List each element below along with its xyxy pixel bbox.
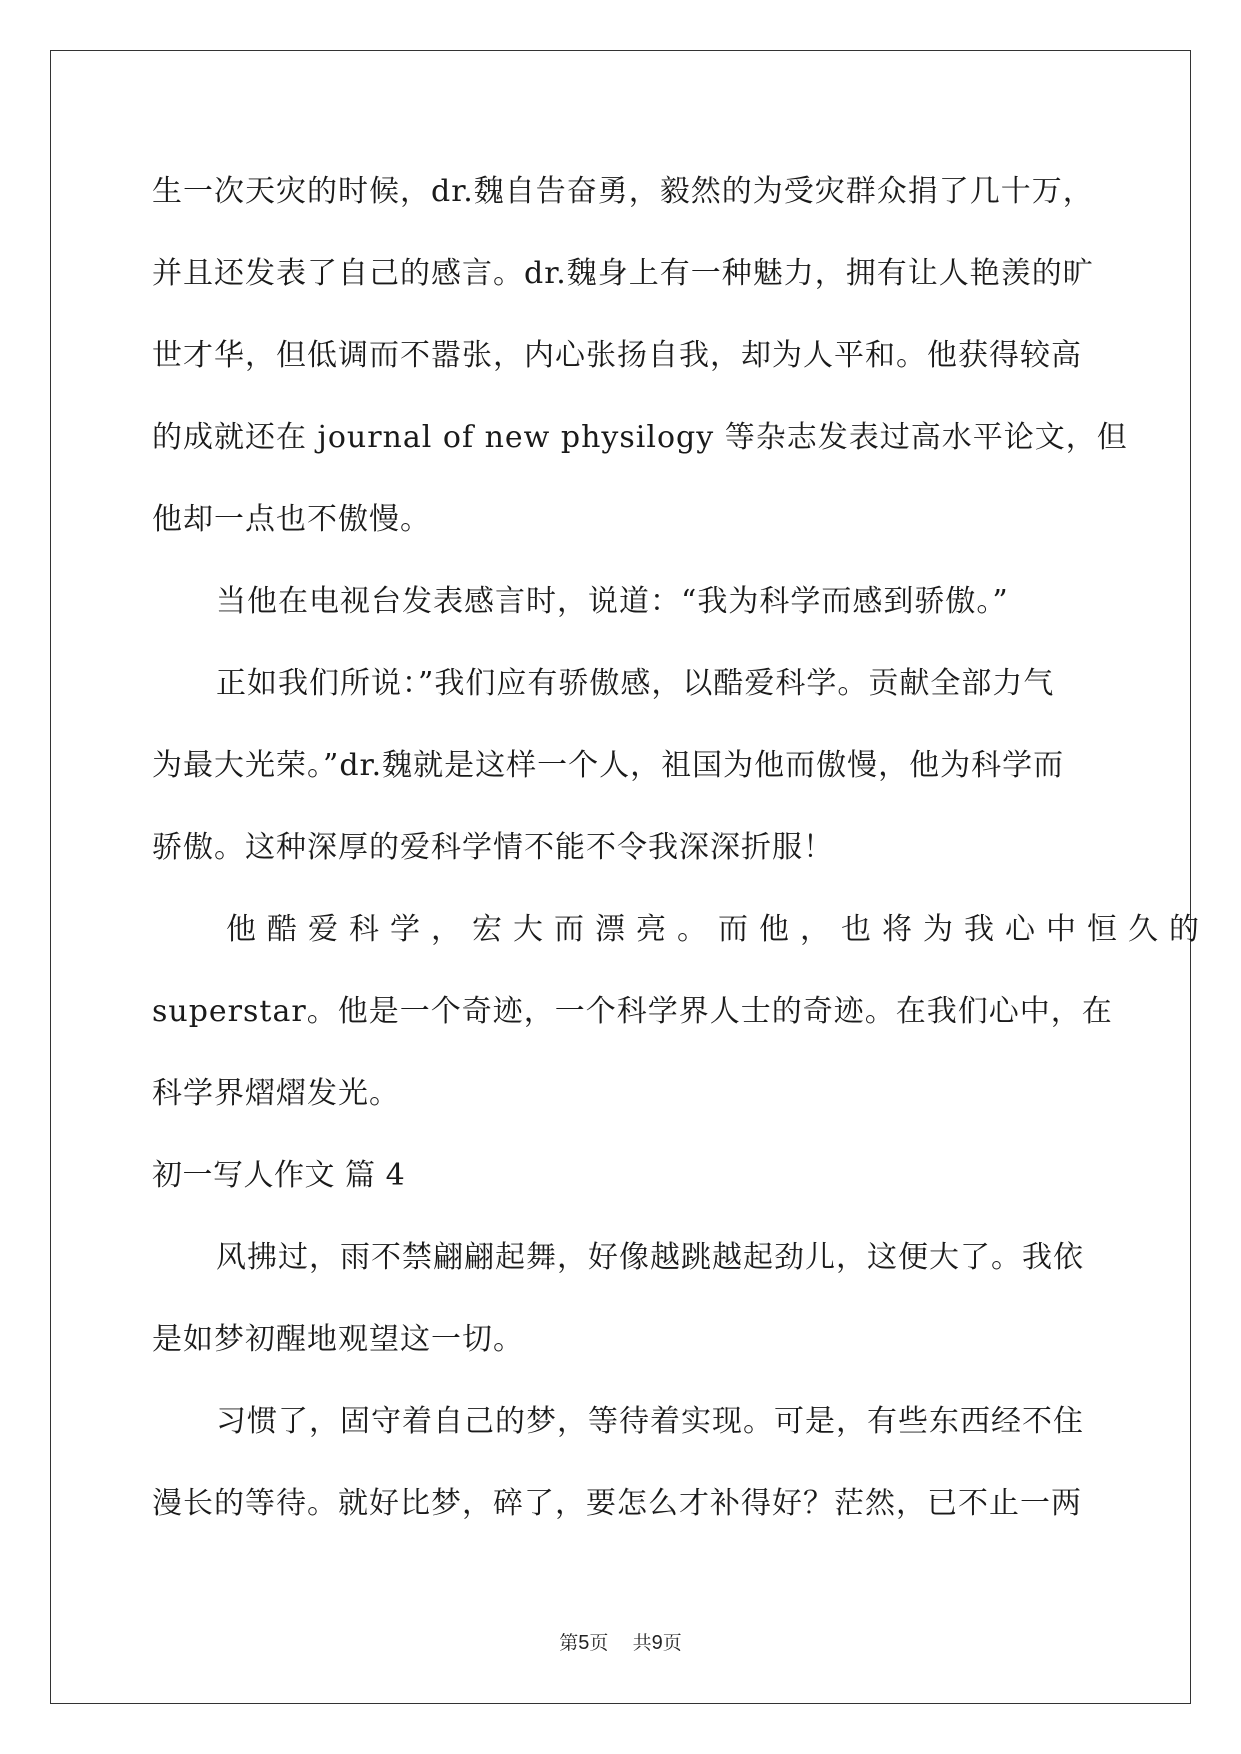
paragraph-start-line: 当他在电视台发表感言时，说道：“我为科学而感到骄傲。” — [216, 584, 1009, 619]
text-line: 是如梦初醒地观望这一切。 — [152, 1322, 524, 1357]
total-suffix: 页 — [662, 1632, 682, 1654]
text-line: 科学界熠熠发光。 — [152, 1076, 400, 1111]
text-line: 并且还发表了自己的感言。dr.魏身上有一种魅力，拥有让人艳羡的旷 — [152, 256, 1094, 291]
section-heading: 初一写人作文 篇 4 — [152, 1158, 406, 1193]
text-line: 漫长的等待。就好比梦，碎了，要怎么才补得好？茫然，已不止一两 — [152, 1486, 1082, 1521]
paragraph-start-line: 习惯了，固守着自己的梦，等待着实现。可是，有些东西经不住 — [216, 1404, 1084, 1439]
page-footer — [0, 1628, 1241, 1655]
paragraph-start-line: 正如我们所说：”我们应有骄傲感，以酷爱科学。贡献全部力气 — [216, 666, 1055, 701]
text-line: 他却一点也不傲慢。 — [152, 502, 431, 537]
paragraph-start-line: 风拂过，雨不禁翩翩起舞，好像越跳越起劲儿，这便大了。我依 — [216, 1240, 1084, 1275]
text-line: 骄傲。这种深厚的爱科学情不能不令我深深折服！ — [152, 830, 834, 865]
page-prefix: 第 — [559, 1632, 579, 1654]
text-line: 世才华，但低调而不嚣张，内心张扬自我，却为人平和。他获得较高 — [152, 338, 1082, 373]
page-number: 5 — [578, 1632, 590, 1654]
document-body — [152, 160, 1210, 1554]
total-pages: 9 — [651, 1632, 663, 1654]
text-line: superstar。他是一个奇迹，一个科学界人士的奇迹。在我们心中，在 — [152, 994, 1113, 1029]
text-line: 为最大光荣。”dr.魏就是这样一个人，祖国为他而傲慢，他为科学而 — [152, 748, 1065, 783]
text-line: 的成就还在 journal of new physilogy 等杂志发表过高水平论文，但 — [152, 420, 1128, 455]
page-suffix: 页 — [589, 1632, 609, 1654]
paragraph-start-line: 他酷爱科学，宏大而漂亮。而他，也将为我心中恒久的 — [226, 912, 1210, 947]
total-prefix: 共 — [632, 1632, 652, 1654]
text-line: 生一次天灾的时候，dr.魏自告奋勇，毅然的为受灾群众捐了几十万， — [152, 174, 1094, 209]
